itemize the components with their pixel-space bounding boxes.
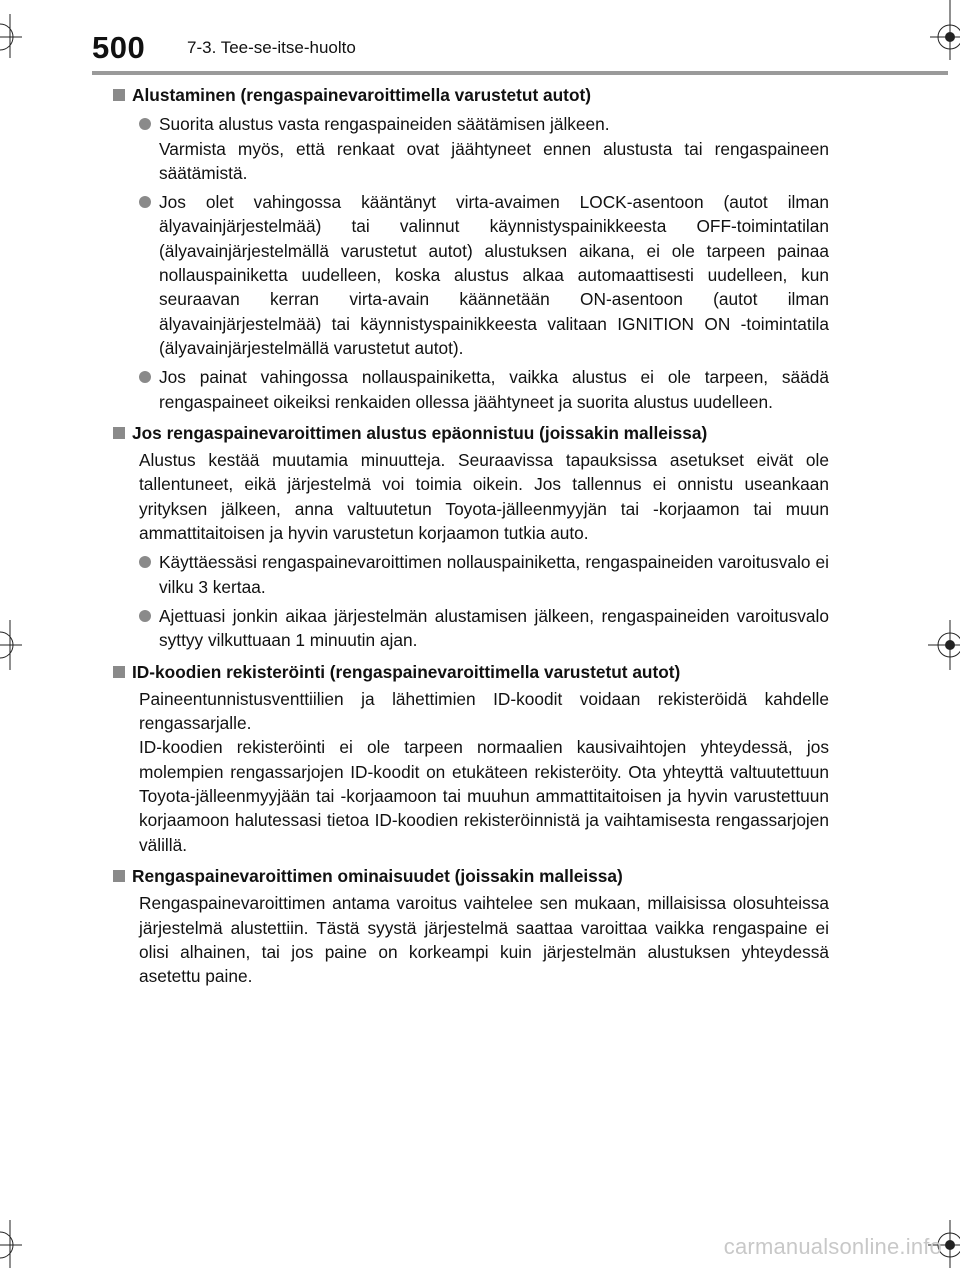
bullet-text: Käyttäessäsi rengaspainevaroittimen nollauspainiketta, rengaspaineiden varoitusvalo ei vilku 3 kertaa.: [159, 552, 829, 597]
bullet-item: [113, 550, 829, 599]
section-heading-text: Alustaminen (rengaspainevaroittimella varustetut autot): [132, 85, 592, 105]
bullet-item: [113, 190, 829, 360]
section-paragraph: [113, 891, 829, 988]
round-bullet-icon: [139, 118, 151, 130]
round-bullet-icon: [139, 556, 151, 568]
bullet-item: [113, 365, 829, 414]
bullet-text: Ajettuasi jonkin aikaa järjestelmän alustamisen jälkeen, rengaspaineiden varoitusvalo syttyy vilkuttuaan 1 minuutin ajan.: [159, 605, 829, 651]
paragraph-text: ID-koodien rekisteröinti ei ole tarpeen normaalien kausivaihtojen yhteydessä, jos molempien rengassarjojen ID-koodit on etukäteen rekisteröity. Ota yhteyttä valtuutettuun Toyota-jälleenmyyjään tai -korjaamoon tai muuhun ammattitaitoisen ja hyvin varustettuun korjaamoon halutessasi tietoa ID-koodien rekisteröinnistä ja vaihtamisesta rengassarjojen välillä.: [139, 737, 829, 855]
bullet-text: Jos painat vahingossa nollauspainiketta, vaikka alustus ei ole tarpeen, säädä rengaspaineet oikeiksi renkaiden ollessa jäähtyneet ja suorita alustus uudelleen.: [159, 367, 829, 412]
page-number: 500: [92, 30, 146, 65]
square-bullet-icon: [113, 870, 125, 882]
round-bullet-icon: [139, 610, 151, 622]
crop-mark-mid-left: [0, 615, 30, 675]
crop-mark-mid-right: [920, 615, 960, 675]
paragraph-text: Paineentunnistusventtiilien ja lähettimien ID-koodit voidaan rekisteröidä kahdelle rengassarjalle.: [139, 688, 829, 734]
bullet-item: [113, 604, 829, 653]
crop-mark-top-left: [0, 0, 30, 60]
section-paragraph: [113, 687, 829, 857]
bullet-text: Jos olet vahingossa kääntänyt virta-avaimen LOCK-asentoon (autot ilman älyavainjärjestelmää) tai valinnut käynnistyspainikkeesta OFF-toimintatilan (älyavainjärjestelmällä varustetut autot) alustuksen aikana, ei ole tarpeen painaa nollauspainiketta uudelleen, koska alustus alkaa automaattisesti uudelleen, kun seuraavan kerran virta-avain käännetään ON-asentoon (autot ilman älyavainjärjestelmää) tai käynnistyspainikkeesta valitaan IGNITION ON -toimintatila (älyavainjärjestelmällä varustetut autot).: [159, 192, 829, 358]
paragraph-text: Rengaspainevaroittimen antama varoitus vaihtelee sen mukaan, millaisissa olosuhteissa järjestelmä alustettiin. Tästä syystä järjestelmä saattaa varoittaa vaikka rengaspaine ei olisi alhainen, tai jos paine on korkeampi kuin järjestelmän alustuksen yhteydessä asetettu paine.: [139, 893, 829, 987]
section-heading-text: Jos rengaspainevaroittimen alustus epäonnistuu (joissakin malleissa): [132, 422, 708, 443]
page-content: [113, 83, 829, 988]
section-heading: [113, 660, 829, 684]
bullet-text: Suorita alustus vasta rengaspaineiden säätämisen jälkeen.: [159, 114, 610, 135]
square-bullet-icon: [113, 427, 125, 439]
paragraph-text: Alustus kestää muutamia minuutteja. Seuraavissa tapauksissa asetukset eivät ole tallentuneet, eikä järjestelmä voi toimia oikein. Jos tallennus ei onnistu useankaan yrityksen jälkeen, anna valtuutetun Toyota-jälleenmyyjän tai -korjaamon tai muun ammattitaitoisen ja hyvin varustetun korjaamon tutkia auto.: [139, 450, 829, 544]
square-bullet-icon: [113, 89, 125, 101]
watermark-text: carmanualsonline.info: [723, 1234, 942, 1259]
square-bullet-icon: [113, 666, 125, 678]
section-heading: [113, 864, 829, 888]
bullet-text: Varmista myös, että renkaat ovat jäähtyneet ennen alustusta tai rengaspaineen säätämistä.: [159, 138, 829, 183]
crop-mark-top-right: [920, 0, 960, 60]
section-heading-text: Rengaspainevaroittimen ominaisuudet (joissakin malleissa): [132, 865, 623, 886]
section-heading: [113, 83, 829, 107]
section-reference: 7-3. Tee-se-itse-huolto: [187, 38, 356, 57]
crop-mark-bottom-left: [0, 1215, 30, 1268]
section-paragraph: [113, 448, 829, 545]
section-heading-text: ID-koodien rekisteröinti (rengaspainevaroittimella varustetut autot): [132, 661, 681, 682]
section-heading: [113, 421, 829, 445]
bullet-item: [113, 112, 829, 185]
round-bullet-icon: [139, 196, 151, 208]
round-bullet-icon: [139, 371, 151, 383]
header-divider: [92, 71, 948, 75]
